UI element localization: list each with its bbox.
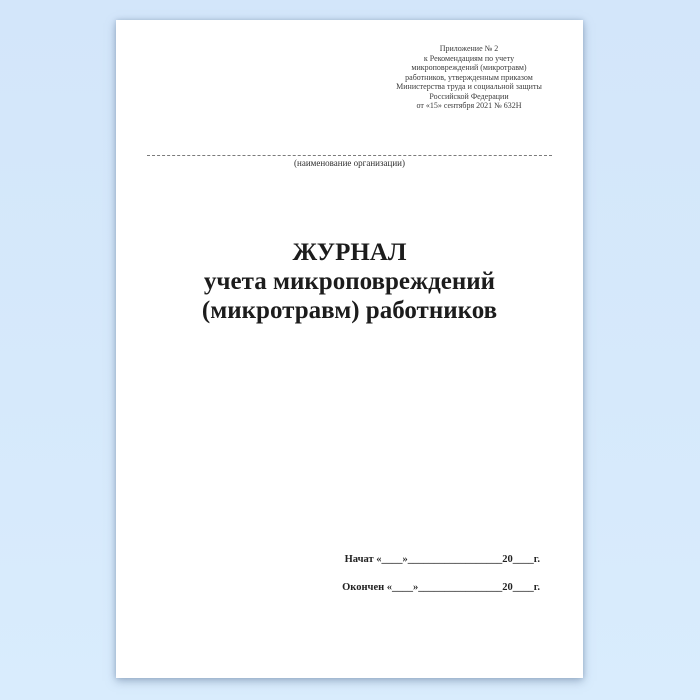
- appendix-line: от «15» сентября 2021 № 632Н: [416, 101, 522, 110]
- appendix-line: Российской Федерации: [429, 91, 509, 101]
- appendix-line: к Рекомендациям по учету: [423, 53, 515, 63]
- appendix-line: Министерства труда и социальной защиты: [396, 82, 542, 91]
- date-finished: Окончен «____»________________20____г.: [342, 582, 540, 593]
- appendix-line: микроповреждений (микротравм): [411, 63, 527, 72]
- journal-title-line-3: (микротравм) работников: [201, 297, 498, 324]
- appendix-line: работников, утвержденным приказом: [405, 72, 533, 82]
- appendix-line: Приложение № 2: [439, 44, 499, 53]
- journal-dates: [342, 553, 540, 609]
- date-started: Начат «____»__________________20____г.: [344, 554, 540, 565]
- journal-title-line-2: учета микроповреждений: [203, 268, 496, 295]
- appendix-reference: [383, 44, 555, 111]
- journal-cover-page: [116, 20, 583, 678]
- organization-fill-line: [147, 155, 552, 156]
- journal-title-line-1: ЖУРНАЛ: [292, 239, 407, 266]
- organization-field: [147, 155, 552, 168]
- organization-caption: (наименование организации): [294, 158, 405, 168]
- journal-title: [116, 238, 583, 325]
